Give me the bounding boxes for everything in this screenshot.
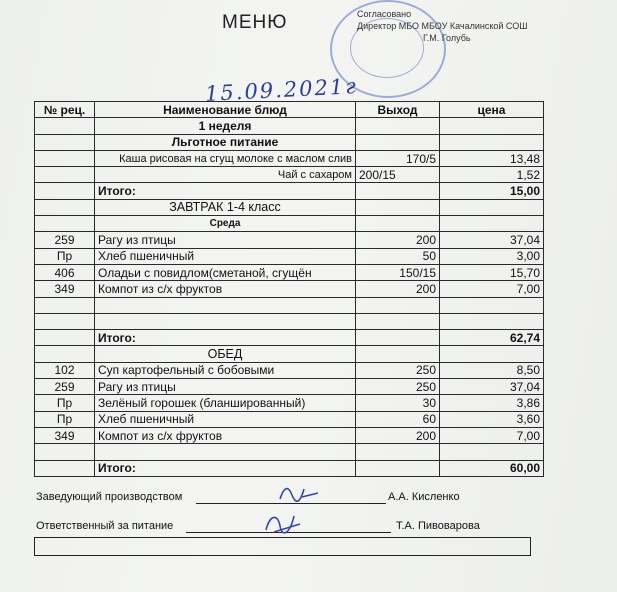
col-header-output: Выход xyxy=(356,102,440,118)
price-cell xyxy=(440,444,544,460)
price-cell: 15,70 xyxy=(440,264,544,280)
price-cell: 1,52 xyxy=(440,167,544,183)
day-title: Среда xyxy=(95,216,356,232)
table-row xyxy=(35,379,544,395)
table-header-row xyxy=(35,102,544,118)
table-row xyxy=(35,216,544,232)
col-header-price: цена xyxy=(440,102,544,118)
col-header-code: № рец. xyxy=(35,102,95,118)
dish-name: Хлеб пшеничный xyxy=(95,248,356,264)
total-price: 62,74 xyxy=(440,330,544,346)
output-cell: 250 xyxy=(356,379,440,395)
table-row xyxy=(35,411,544,427)
signature-person-1: А.А. Кисленко xyxy=(388,491,460,503)
code-cell: 349 xyxy=(35,427,95,443)
table-row xyxy=(35,444,544,460)
code-cell: 349 xyxy=(35,281,95,297)
output-cell: 30 xyxy=(356,395,440,411)
dish-name: Компот из с/х фруктов xyxy=(95,281,356,297)
code-cell xyxy=(35,313,95,329)
table-row xyxy=(35,134,544,150)
approval-line-2: Директор МБО МБОУ Качалинской СОШ xyxy=(357,21,528,31)
price-cell xyxy=(440,346,544,362)
table-row xyxy=(35,330,544,346)
table-row xyxy=(35,427,544,443)
table-row xyxy=(35,362,544,378)
price-cell xyxy=(440,134,544,150)
output-cell xyxy=(356,199,440,215)
approval-line-3: Г.М. Голубь xyxy=(423,33,471,43)
signature-scribble-2 xyxy=(260,510,308,538)
price-cell: 3,60 xyxy=(440,411,544,427)
code-cell xyxy=(35,183,95,199)
signature-role-2: Ответственный за питание xyxy=(36,520,174,532)
price-cell xyxy=(440,199,544,215)
dish-name: Оладьи с повидлом(сметаной, сгущён xyxy=(95,264,356,280)
price-cell xyxy=(440,216,544,232)
table-row xyxy=(35,248,544,264)
table-row xyxy=(35,297,544,313)
code-cell: Пр xyxy=(35,411,95,427)
code-cell xyxy=(35,167,95,183)
col-header-name: Наименование блюд xyxy=(95,102,356,118)
output-cell xyxy=(356,118,440,134)
total-label: Итого: xyxy=(95,183,356,199)
output-cell: 170/5 xyxy=(356,150,440,166)
price-cell: 37,04 xyxy=(440,232,544,248)
dish-name: Каша рисовая на сгущ молоке с маслом слив xyxy=(95,150,356,166)
price-cell: 7,00 xyxy=(440,427,544,443)
price-cell: 3,00 xyxy=(440,248,544,264)
name-cell xyxy=(95,297,356,313)
table-row xyxy=(35,460,544,476)
code-cell: 259 xyxy=(35,379,95,395)
total-price: 60,00 xyxy=(440,460,544,476)
blank-footer-box xyxy=(34,537,531,556)
signature-role-1: Заведующий производством xyxy=(36,491,183,503)
output-cell xyxy=(356,330,440,346)
table-row xyxy=(35,118,544,134)
output-cell xyxy=(356,346,440,362)
menu-table-body xyxy=(35,118,544,477)
dish-name: Зелёный горошек (бланшированный) xyxy=(95,395,356,411)
table-row xyxy=(35,346,544,362)
output-cell: 60 xyxy=(356,411,440,427)
table-row xyxy=(35,313,544,329)
price-cell: 7,00 xyxy=(440,281,544,297)
code-cell: 102 xyxy=(35,362,95,378)
code-cell xyxy=(35,150,95,166)
output-cell xyxy=(356,134,440,150)
approval-line-1: Согласовано xyxy=(357,9,412,19)
name-cell xyxy=(95,444,356,460)
page-title: МЕНЮ xyxy=(222,12,288,33)
code-cell xyxy=(35,297,95,313)
signature-scribble-1 xyxy=(272,481,322,507)
output-cell xyxy=(356,183,440,199)
table-row xyxy=(35,150,544,166)
menu-table xyxy=(34,101,544,477)
code-cell: 406 xyxy=(35,264,95,280)
output-cell xyxy=(356,313,440,329)
dish-name: Чай с сахаром xyxy=(95,167,356,183)
table-row xyxy=(35,167,544,183)
total-label: Итого: xyxy=(95,330,356,346)
output-cell: 200/15 xyxy=(356,167,440,183)
output-cell: 150/15 xyxy=(356,264,440,280)
dish-name: Суп картофельный с бобовыми xyxy=(95,362,356,378)
name-cell xyxy=(95,313,356,329)
code-cell: Пр xyxy=(35,248,95,264)
output-cell xyxy=(356,216,440,232)
meal-title: ЗАВТРАК 1-4 класс xyxy=(95,199,356,215)
price-cell: 13,48 xyxy=(440,150,544,166)
dish-name: Хлеб пшеничный xyxy=(95,411,356,427)
table-row xyxy=(35,281,544,297)
price-cell xyxy=(440,313,544,329)
table-row xyxy=(35,199,544,215)
output-cell xyxy=(356,297,440,313)
table-row xyxy=(35,232,544,248)
code-cell xyxy=(35,134,95,150)
code-cell xyxy=(35,460,95,476)
total-price: 15,00 xyxy=(440,183,544,199)
price-cell: 37,04 xyxy=(440,379,544,395)
section-title: 1 неделя xyxy=(95,118,356,134)
code-cell xyxy=(35,199,95,215)
code-cell: 259 xyxy=(35,232,95,248)
price-cell: 3,86 xyxy=(440,395,544,411)
output-cell: 200 xyxy=(356,232,440,248)
price-cell: 8,50 xyxy=(440,362,544,378)
price-cell xyxy=(440,297,544,313)
handwritten-date: 15.09.2021г xyxy=(204,74,359,106)
table-row xyxy=(35,395,544,411)
dish-name: Рагу из птицы xyxy=(95,379,356,395)
code-cell xyxy=(35,330,95,346)
table-row xyxy=(35,183,544,199)
meal-title: ОБЕД xyxy=(95,346,356,362)
dish-name: Рагу из птицы xyxy=(95,232,356,248)
code-cell xyxy=(35,216,95,232)
output-cell: 50 xyxy=(356,248,440,264)
dish-name: Компот из с/х фруктов xyxy=(95,427,356,443)
section-title: Льготное питание xyxy=(95,134,356,150)
output-cell: 250 xyxy=(356,362,440,378)
signature-person-2: Т.А. Пивоварова xyxy=(396,520,480,532)
code-cell xyxy=(35,346,95,362)
output-cell: 200 xyxy=(356,281,440,297)
output-cell xyxy=(356,444,440,460)
output-cell: 200 xyxy=(356,427,440,443)
approval-block xyxy=(357,8,527,44)
code-cell xyxy=(35,444,95,460)
table-row xyxy=(35,264,544,280)
output-cell xyxy=(356,460,440,476)
code-cell xyxy=(35,118,95,134)
code-cell: Пр xyxy=(35,395,95,411)
total-label: Итого: xyxy=(95,460,356,476)
price-cell xyxy=(440,118,544,134)
